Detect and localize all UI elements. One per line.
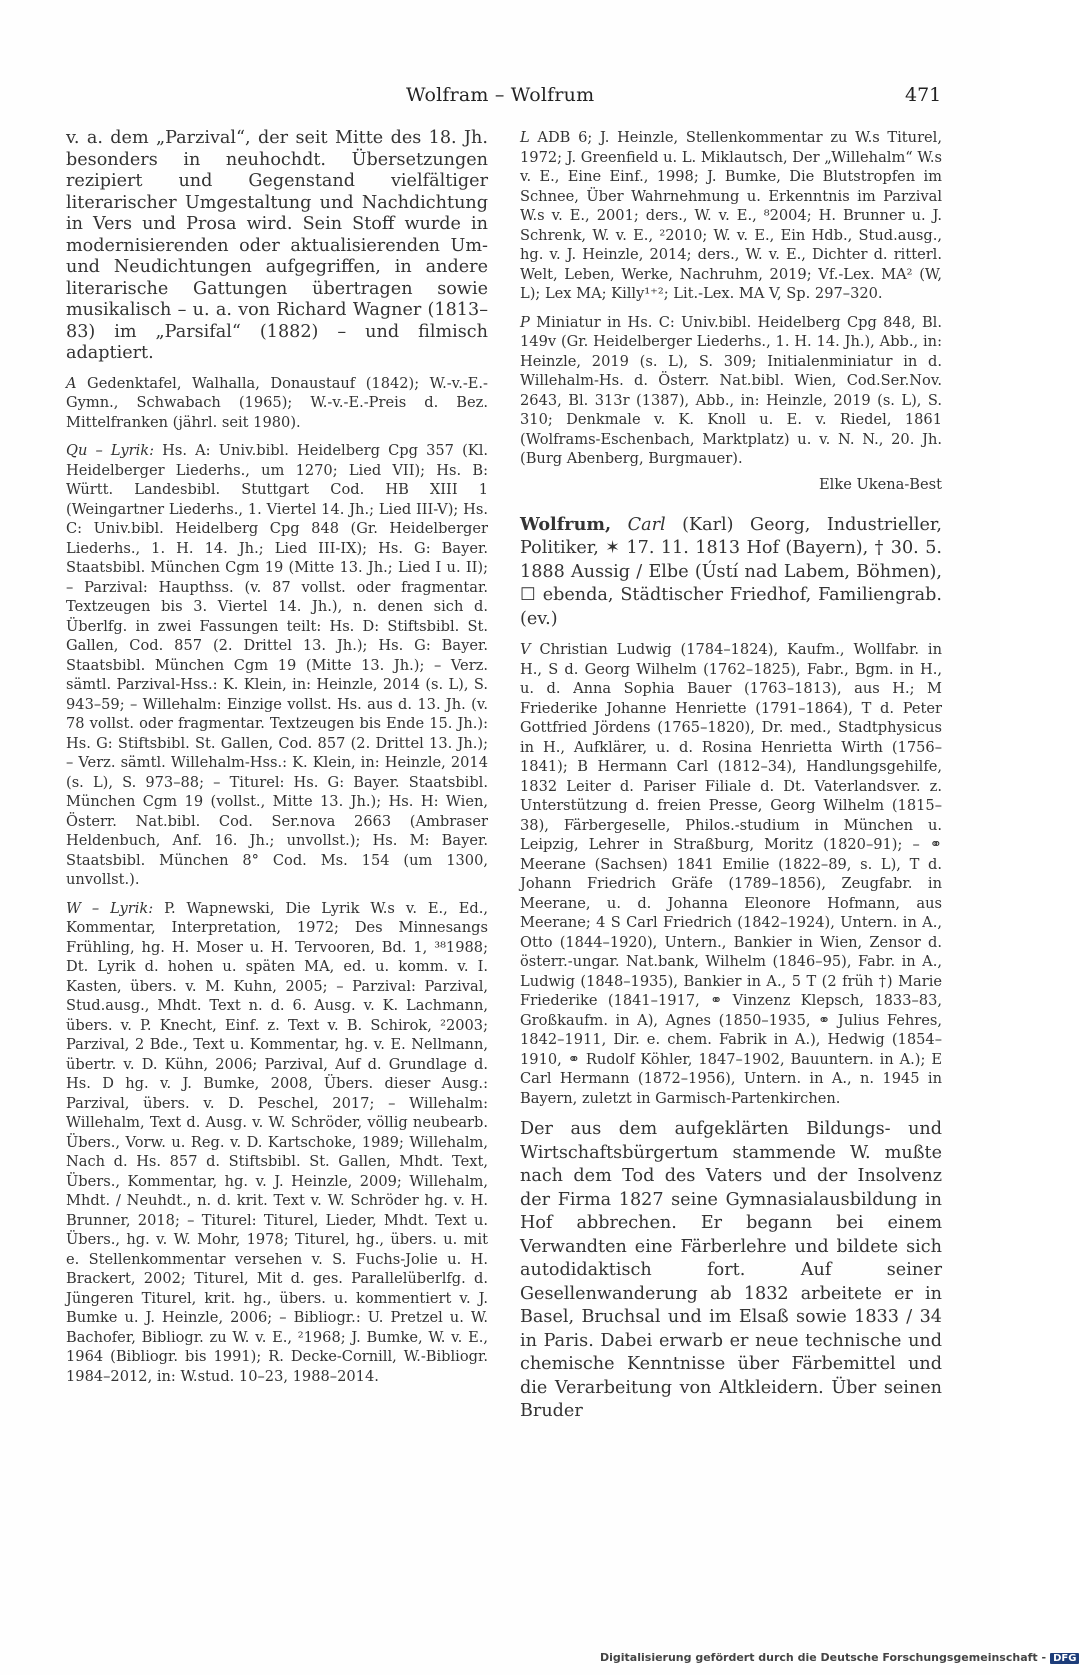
- running-title: Wolfram – Wolfrum: [406, 84, 595, 106]
- section-qu-text: Hs. A: Univ.bibl. Heidelberg Cpg 357 (Kl. Heidelberger Liederhs., um 1270; Lied VII); Hs. B: Württ. Landesbibl. Stuttgart Cod. HB XIII 1 (Weingartner Liederhs., 1. Viertel 14. Jh.; Lied III-V); Hs. C: Univ.bibl. Heidelberg Cpg 848 (Gr. Heidelberger Liederhs., 1. H. 14. Jh.; Lied III-IX); Hs. G: Bayer. Staatsbibl. München Cgm 19 (Mitte 13. Jh.; Lied I u. II); – Parzival: Haupthss. (v. 87 vollst. oder fragmentar. Textzeugen bis 3. Viertel 14. Jh.), n. denen sich d. Überlfg. in zwei Fassungen teilt: Hs. D: Stiftsbibl. St. Gallen, Cod. 857 (2. Drittel 13. Jh.); Hs. G: Bayer. Staatsbibl. München Cgm 19 (Mitte 13. Jh.); – Verz. sämtl. Parzival-Hss.: K. Klein, in: Heinzle, 2014 (s. L), S. 943–59; – Willehalm: Einzige vollst. Hs. aus d. 13. Jh. (v. 78 vollst. oder fragmentar. Textzeugen bis Ende 15. Jh.): Hs. G: Stiftsbibl. St. Gallen, Cod. 857 (2. Drittel 13. Jh.); – Verz. sämtl. Willehalm-Hss.: K. Klein, in: Heinzle, 2014 (s. L), S. 973–88; – Titurel: Hs. G: Bayer. Staatsbibl. München Cgm 19 (vollst., Mitte 13. Jh.); Hs. H: Wien, Österr. Nat.bibl. Cod. Ser.nova 2663 (Ambraser Heldenbuch, Anf. 16. Jh.; unvollst.); Hs. M: Bayer. Staatsbibl. München 8° Cod. Ms. 154 (um 1300, unvollst.).: [66, 442, 488, 888]
- left-column: [66, 128, 488, 1386]
- section-w-paragraph: [66, 899, 488, 1387]
- section-v-marker: V: [520, 641, 531, 658]
- footer-text: Digitalisierung gefördert durch die Deutsche Forschungsgemeinschaft -: [600, 1651, 1047, 1664]
- section-a-text: Gedenktafel, Walhalla, Donaustauf (1842); W.-v.-E.-Gymn., Schwabach (1965); W.-v.-E.-Preis d. Bez. Mittelfranken (jährl. seit 1980).: [66, 374, 488, 431]
- article-body-paragraph: Der aus dem aufgeklärten Bildungs- und Wirtschaftsbürgertum stammende W. mußte nach dem Tod des Vaters und der Insolvenz der Firma 1827 seine Gymnasialausbildung in Hof abbrechen. Er begann bei einem Verwandten eine Färberlehre und bildete sich autodidaktisch fort. Auf seiner Gesellenwanderung ab 1832 arbeitete er in Basel, Bruchsal und im Elsaß sowie 1833 / 34 in Paris. Dabei erwarb er neue technische und chemische Kenntnisse über Färbemittel und die Verarbeitung von Altkleidern. Über seinen Bruder: [520, 1119, 942, 1421]
- section-w-text: P. Wapnewski, Die Lyrik W.s v. E., Ed., Kommentar, Interpretation, 1972; Des Minnesangs Frühling, hg. H. Moser u. H. Tervooren, Bd. 1, ³⁸1988; Dt. Lyrik d. hohen u. späten MA, ed. u. komm. v. I. Kasten, übers. v. M. Kuhn, 2005; – Parzival: Parzival, Stud.ausg., Mhdt. Text n. d. 6. Ausg. v. K. Lachmann, übers. v. P. Knecht, Einf. z. Text v. B. Schirok, ²2003; Parzival, 2 Bde., Text u. Kommentar, hg. v. E. Nellmann, übertr. v. D. Kühn, 2006; Parzival, Auf d. Grundlage d. Hs. D hg. v. J. Bumke, 2008, Übers. dieser Ausg.: Parzival, übers. v. D. Peschel, 2017; – Willehalm: Willehalm, Text d. Ausg. v. W. Schröder, völlig neubearb. Übers., Vorw. u. Reg. v. D. Kartschoke, 1989; Willehalm, Nach d. Hs. 857 d. Stiftsbibl. St. Gallen, Mhdt. Text, Übers., Kommentar, hg. v. J. Heinzle, 2009; Willehalm, Mhdt. / Neuhdt., n. d. krit. Text v. W. Schröder hg. v. H. Brunner, 2018; – Titurel: Titurel, Lieder, Mhdt. Text u. Übers., hg. v. W. Mohr, 1978; Titurel, hg., übers. u. mit e. Stellenkommentar versehen v. S. Fuchs-Jolie u. H. Brackert, 2002; Titurel, Mit d. ges. Parallelüberlfg. d. Jüngeren Titurel, krit. hg., übers. u. kommentiert v. J. Bumke u. J. Heinzle, 2006; – Bibliogr.: U. Pretzel u. W. Bachofer, Bibliogr. zu W. v. E., ²1968; J. Bumke, W. v. E., 1964 (Bibliogr. bis 1991); R. Decke-Cornill, W.-Bibliogr. 1984–2012, in: W.stud. 10–23, 1988–2014.: [66, 899, 488, 1385]
- section-a-marker: A: [66, 374, 77, 392]
- digitization-footer: [600, 1651, 1077, 1664]
- section-w-marker: W – Lyrik:: [66, 899, 154, 917]
- entry-heading: [520, 513, 942, 632]
- entry-biodata: (Karl) Georg, Industrieller, Politiker, ✶ 17. 11. 1813 Hof (Bayern), † 30. 5. 1888 Aussig / Elbe (Ústí nad Labem, Böhmen), ☐ ebenda, Städtischer Friedhof, Familiengrab. (ev.): [520, 514, 942, 629]
- section-a-paragraph: [66, 374, 488, 433]
- dfg-logo: DFG: [1050, 1653, 1079, 1664]
- entry-first-name: Carl: [627, 514, 666, 535]
- section-l-text: ADB 6; J. Heinzle, Stellenkommentar zu W.s Titurel, 1972; J. Greenfield u. L. Miklautsch, Der „Willehalm“ W.s v. E., Eine Einf., 1998; J. Bumke, Die Blutstropfen im Schnee, Über Wahrnehmung u. Erkenntnis im Parzival W.s v. E., 2001; ders., W. v. E., ⁸2004; H. Brunner u. J. Schrenk, W. v. E., ²2010; W. v. E., Ein Hdb., Stud.ausg., hg. v. J. Heinzle, 2014; ders., W. v. E., Dichter d. ritterl. Welt, Leben, Werke, Nachruhm, 2019; Vf.-Lex. MA² (W, L); Lex MA; Killy¹⁺²; Lit.-Lex. MA V, Sp. 297–320.: [520, 129, 942, 302]
- section-qu-paragraph: [66, 441, 488, 890]
- article-continuation-paragraph: v. a. dem „Parzival“, der seit Mitte des 18. Jh. besonders in neuhochdt. Übersetzungen rezipiert und Gegenstand vielfältiger literarischer Umgestaltung und Nachdichtung in Vers und Prosa wird. Sein Stoff wurde in modernisierenden oder aktualisierenden Um- und Neudichtungen aufgegriffen, in andere literarische Gattungen übertragen sowie musikalisch – u. a. von Richard Wagner (1813–83) im „Parsifal“ (1882) – und filmisch adaptiert.: [66, 128, 488, 363]
- section-p-text: Miniatur in Hs. C: Univ.bibl. Heidelberg Cpg 848, Bl. 149v (Gr. Heidelberger Liederhs., 1. H. 14. Jh.), Abb., in: Heinzle, 2019 (s. L), S. 309; Initialenminiatur in d. Willehalm-Hs. d. Österr. Nat.bibl. Wien, Cod.Ser.Nov. 2643, Bl. 313r (1387), Abb., in: Heinzle, 2019 (s. L), S. 310; Denkmale v. K. Knoll u. E. v. Riedel, 1861 (Wolframs-Eschenbach, Marktplatz) u. v. N. N., 20. Jh. (Burg Abenberg, Burgmauer).: [520, 313, 942, 467]
- page-number: 471: [905, 84, 942, 106]
- section-v-paragraph: [520, 640, 942, 1108]
- right-column: [520, 128, 942, 1424]
- section-p-marker: P: [520, 313, 530, 331]
- author-signature: Elke Ukena-Best: [819, 475, 942, 493]
- section-p-paragraph: [520, 313, 942, 469]
- section-l-marker: L: [520, 129, 530, 146]
- running-header: [0, 84, 1000, 114]
- section-l-paragraph: [520, 128, 942, 304]
- entry-surname: Wolfrum,: [520, 513, 612, 535]
- section-v-text: Christian Ludwig (1784–1824), Kaufm., Wollfabr. in H., S d. Georg Wilhelm (1762–1825), Fabr., Bgm. in H., u. d. Anna Sophia Bauer (1763–1813), aus H.; M Friederike Johanne Henriette (1791–1864), T d. Peter Gottfried Jördens (1765–1820), Dr. med., Stadtphysicus in H., Aufklärer, u. d. Rosina Henrietta Wirth (1756–1841); B Hermann Carl (1812–34), Handlungsgehilfe, 1832 Leiter d. Pariser Filiale d. Dt. Vaterlandsver. z. Unterstützung d. freien Presse, Georg Wilhelm (1815–38), Färbergeselle, Philos.-studium in München u. Leipzig, Lehrer in Straßburg, Moritz (1820–91); – ⚭ Meerane (Sachsen) 1841 Emilie (1822–89, s. L), T d. Johann Friedrich Gräfe (1789–1856), Zeugfabr. in Meerane, u. d. Johanna Eleonore Hofmann, aus Meerane; 4 S Carl Friedrich (1842–1924), Untern. in A., Otto (1844–1920), Untern., Bankier in Wien, Zensor d. österr.-ungar. Nat.bank, Wilhelm (1846–95), Fabr. in A., Ludwig (1848–1935), Bankier in A., 5 T (2 früh †) Marie Friederike (1841–1917, ⚭ Vinzenz Klepsch, 1833–83, Großkaufm. in A), Agnes (1850–1935, ⚭ Julius Fehres, 1842–1911, Dir. e. chem. Fabrik in A.), Hedwig (1854–1910, ⚭ Rudolf Köhler, 1847–1902, Bauuntern. in A.); E Carl Hermann (1872–1956), Untern. in A., n. 1945 in Bayern, zuletzt in Garmisch-Partenkirchen.: [520, 641, 942, 1107]
- section-qu-marker: Qu – Lyrik:: [66, 442, 155, 459]
